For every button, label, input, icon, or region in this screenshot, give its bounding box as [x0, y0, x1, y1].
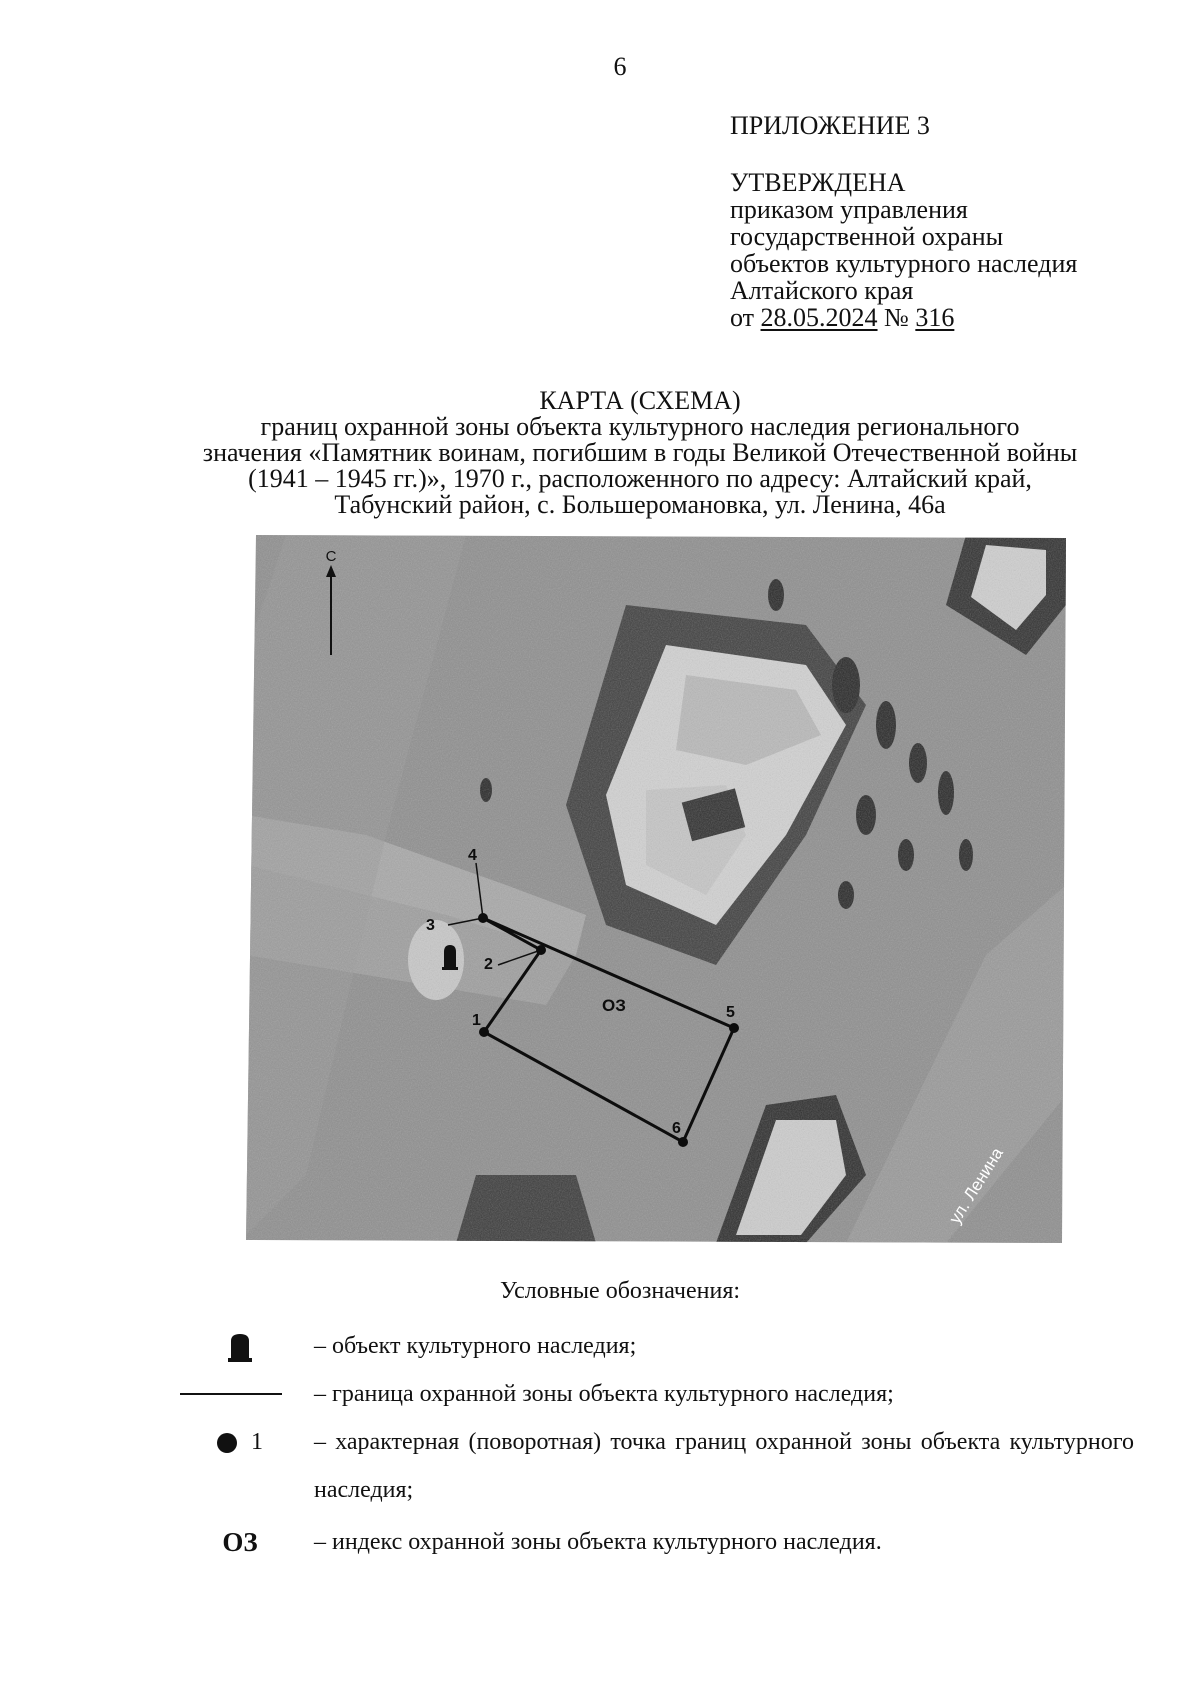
boundary-point-2 [536, 945, 546, 955]
point-symbol-number: 1 [251, 1429, 263, 1455]
appendix-label: ПРИЛОЖЕНИЕ 3 [730, 111, 930, 140]
approval-line: государственной охраны [730, 222, 1004, 251]
approval-line: объектов культурного наследия [730, 249, 1078, 278]
date-prefix: от [730, 303, 755, 332]
point-label-2: 2 [484, 956, 493, 973]
map-texture [246, 535, 1066, 1243]
title-line: значения «Памятник воинам, погибшим в годы Великой Отечественной войны [202, 438, 1078, 467]
approved-label: УТВЕРЖДЕНА [730, 168, 906, 197]
approval-number: 316 [915, 303, 955, 332]
title-heading: КАРТА (СХЕМА) [539, 386, 741, 415]
legend-text: – граница охранной зоны объекта культурного наследия; [314, 1381, 894, 1407]
legend-row-zone-index [180, 1518, 1140, 1566]
page-number: 6 [613, 52, 627, 81]
boundary-point-3 [478, 913, 488, 923]
legend-text: – объект культурного наследия; [314, 1333, 637, 1359]
title-line: границ охранной зоны объекта культурного наследия регионального [260, 412, 1020, 441]
point-label-1: 1 [472, 1012, 481, 1029]
monument-icon [226, 1332, 254, 1362]
street-label: ул. Ленина [945, 1144, 1007, 1228]
boundary-point-5 [729, 1023, 739, 1033]
monument-icon-base [442, 967, 458, 970]
point-label-3: 3 [426, 917, 435, 934]
aerial-map [246, 535, 1066, 1243]
legend-row-monument [180, 1322, 1140, 1370]
legend-symbol [180, 1332, 300, 1369]
point-label-6: 6 [672, 1120, 681, 1137]
point-icon [217, 1433, 237, 1453]
approval-line: Алтайского края [730, 276, 914, 305]
legend-title: Условные обозначения: [500, 1278, 741, 1304]
legend-symbol [180, 1418, 300, 1466]
zone-index-label: ОЗ [602, 996, 626, 1015]
point-label-5: 5 [726, 1004, 735, 1021]
approval-block [730, 112, 1077, 331]
number-sign: № [884, 303, 909, 332]
legend-text: – индекс охранной зоны объекта культурного наследия. [314, 1529, 882, 1555]
document-title [150, 388, 1130, 518]
boundary-line-symbol [180, 1393, 282, 1395]
approval-line: приказом управления [730, 195, 968, 224]
legend-row-point [180, 1418, 1140, 1514]
zone-index-symbol: ОЗ [222, 1527, 258, 1557]
north-label: С [325, 548, 337, 565]
legend-text: – характерная (поворотная) точка границ охранной зоны объекта культурного наследия; [314, 1429, 1134, 1503]
approval-date-line [730, 304, 1077, 331]
approval-date: 28.05.2024 [760, 303, 878, 332]
legend-row-boundary [180, 1370, 1140, 1418]
boundary-point-6 [678, 1137, 688, 1147]
monument-icon [444, 945, 456, 967]
point-label-4: 4 [468, 847, 477, 864]
title-line: (1941 – 1945 гг.)», 1970 г., расположенного по адресу: Алтайский край, [248, 464, 1032, 493]
title-line: Табунский район, с. Большеромановка, ул. Ленина, 46а [334, 490, 946, 519]
